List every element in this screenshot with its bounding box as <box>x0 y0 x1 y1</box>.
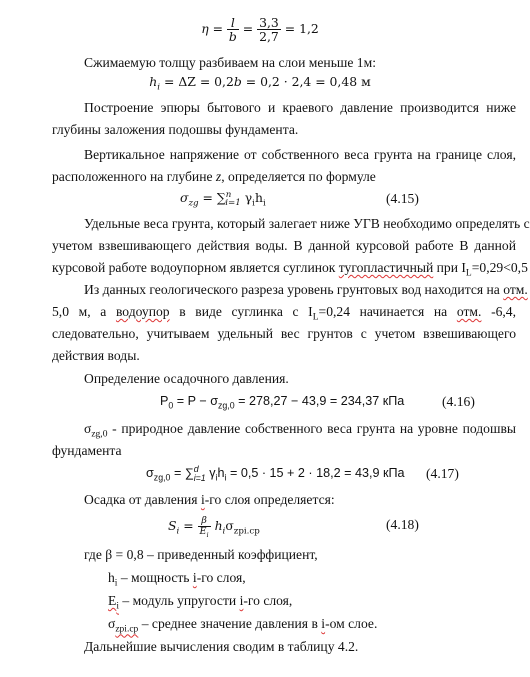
equation-number-418: (4.18) <box>386 517 419 532</box>
paragraph-vertical-2: расположенного на глубине z, определяется по формуле <box>52 169 376 184</box>
equation-number-416: (4.16) <box>442 394 475 409</box>
equation-p0: $P_0 = P - \sigma_{zg,0} = 278,27 - 43,9 = 234,37$ кПа <box>160 394 405 411</box>
where-e: $E_i$ – модуль упругости i-го слоя, <box>108 593 293 612</box>
paragraph-geology-2: 5,0 м, а водоупор в виде суглинка с $I_L=0,24$ начинается на отм. -6,4, <box>52 304 516 323</box>
paragraph-weights-1: Удельные веса грунта, который залегает ниже УГВ необходимо определять с <box>84 216 530 231</box>
paragraph-natural-2: фундамента <box>52 443 122 458</box>
paragraph-build-1: Построение эпюры бытового и краевого давление производится ниже <box>84 100 516 115</box>
paragraph-natural-1: $\sigma_{zg,0}$ - природное давление собственного веса грунта на уровне подошвы <box>84 421 516 440</box>
equation-number-417: (4.17) <box>426 466 459 481</box>
paragraph-layers: Сжимаемую толщу разбиваем на слои меньше 1м: <box>84 55 376 70</box>
paragraph-settle-pressure: Определение осадочного давления. <box>84 371 289 386</box>
paragraph-osadka: Осадка от давления i-го слоя определяется: <box>84 492 335 507</box>
paragraph-geology-1: Из данных геологического разреза уровень грунтовых вод находится на отм. <box>84 282 528 297</box>
where-h: $h_i$ – мощность i-го слоя, <box>108 570 246 589</box>
equation-layer-height: $h_i = \Delta Z = 0,2b = 0,2 \cdot 2,4 = 0,48$ м <box>149 74 371 93</box>
paragraph-weights-2: учетом взвешивающего действия воды. В данной курсовой работе В данной <box>52 238 516 253</box>
equation-si: $S_i$ = $\frac{\beta}{E_i}$ $h_i\sigma_{zpi.cp}$ <box>168 515 260 539</box>
paragraph-last: Дальнейшие вычисления сводим в таблицу 4.2. <box>84 639 359 654</box>
paragraph-geology-3: следовательно, учитываем удельный вес грунтов с учетом взвешивающего <box>52 326 516 341</box>
where-sigma: $\sigma_{zpi.cp}$ – среднее значение давления в i-ом слое. <box>108 616 378 635</box>
paragraph-vertical-1: Вертикальное напряжение от собственного веса грунта на границе слоя, <box>84 147 516 162</box>
equation-eta: η = $\frac{l}{b}$ = $\frac{3,3}{2,7}$ = 1,2 <box>201 15 319 44</box>
paragraph-build-2: глубины заложения подошвы фундамента. <box>52 122 299 137</box>
paragraph-weights-3: курсовой работе водоупорном является суглинок тугопластичный при $I_L=0,29<0,5$ <box>52 260 528 279</box>
equation-sigma-zg: $\sigma_{zg} = \sum^n_{i=1}$ $\gamma_ih_i$ <box>180 189 266 209</box>
equation-number-415: (4.15) <box>386 191 419 206</box>
where-lead: где β = 0,8 – приведенный коэффициент, <box>84 547 318 562</box>
equation-sigma-zg0: $\sigma_{zg,0} = \sum^d_{i=1}$ $\gamma_ih_i = 0,5 \cdot 15 + 2 \cdot 18,2 = 43,9$ кПа <box>146 463 405 483</box>
paragraph-geology-4: действия воды. <box>52 348 140 363</box>
